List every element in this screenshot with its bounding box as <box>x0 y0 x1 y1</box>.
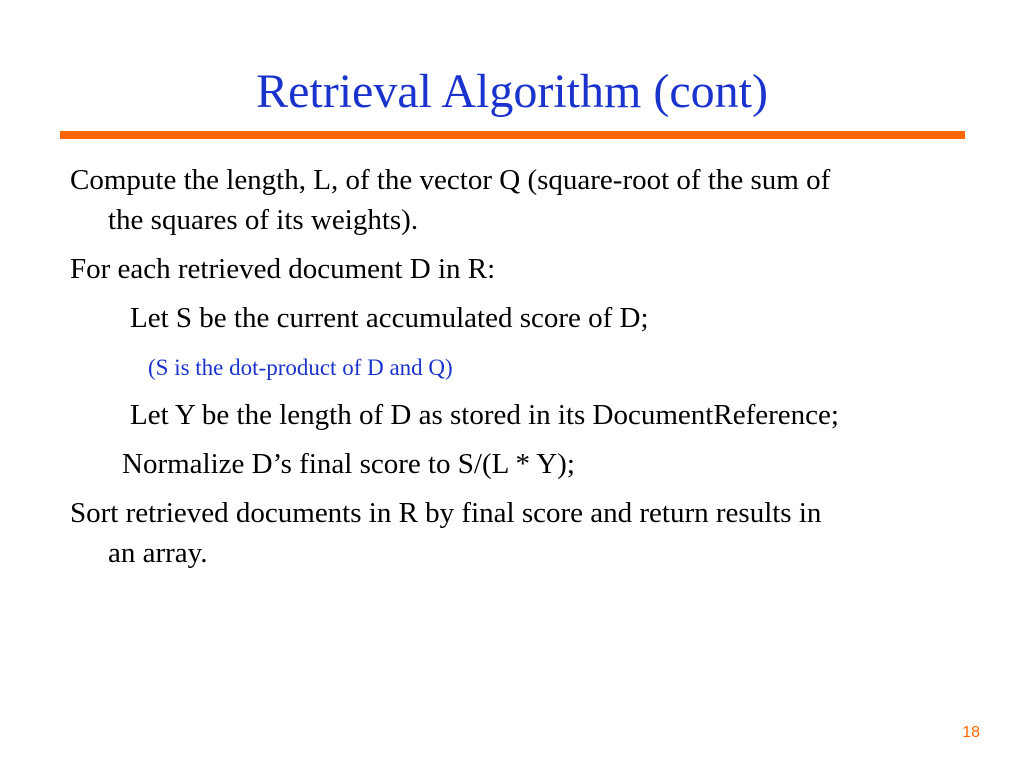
line-text: the squares of its weights). <box>108 204 419 236</box>
bullet-sort-results <box>70 493 975 573</box>
bullet-for-each-document: For each retrieved document D in R: <box>70 253 496 285</box>
step-normalize: Normalize D’s final score to S/(L * Y); <box>122 448 575 480</box>
line-text: an array. <box>108 537 208 569</box>
line-text: Compute the length, L, of the vector Q (square-root of the sum of <box>70 164 831 196</box>
page-number: 18 <box>962 724 980 741</box>
slide-body <box>70 160 975 573</box>
line-text: Sort retrieved documents in R by final score and return results in <box>70 497 822 529</box>
note-dot-product: (S is the dot-product of D and Q) <box>148 355 453 380</box>
slide-title: Retrieval Algorithm (cont) <box>256 65 768 118</box>
title-divider <box>60 131 965 139</box>
step-let-s: Let S be the current accumulated score of D; <box>130 302 649 334</box>
bullet-compute-length <box>70 160 975 240</box>
step-let-y: Let Y be the length of D as stored in its DocumentReference; <box>130 399 839 431</box>
